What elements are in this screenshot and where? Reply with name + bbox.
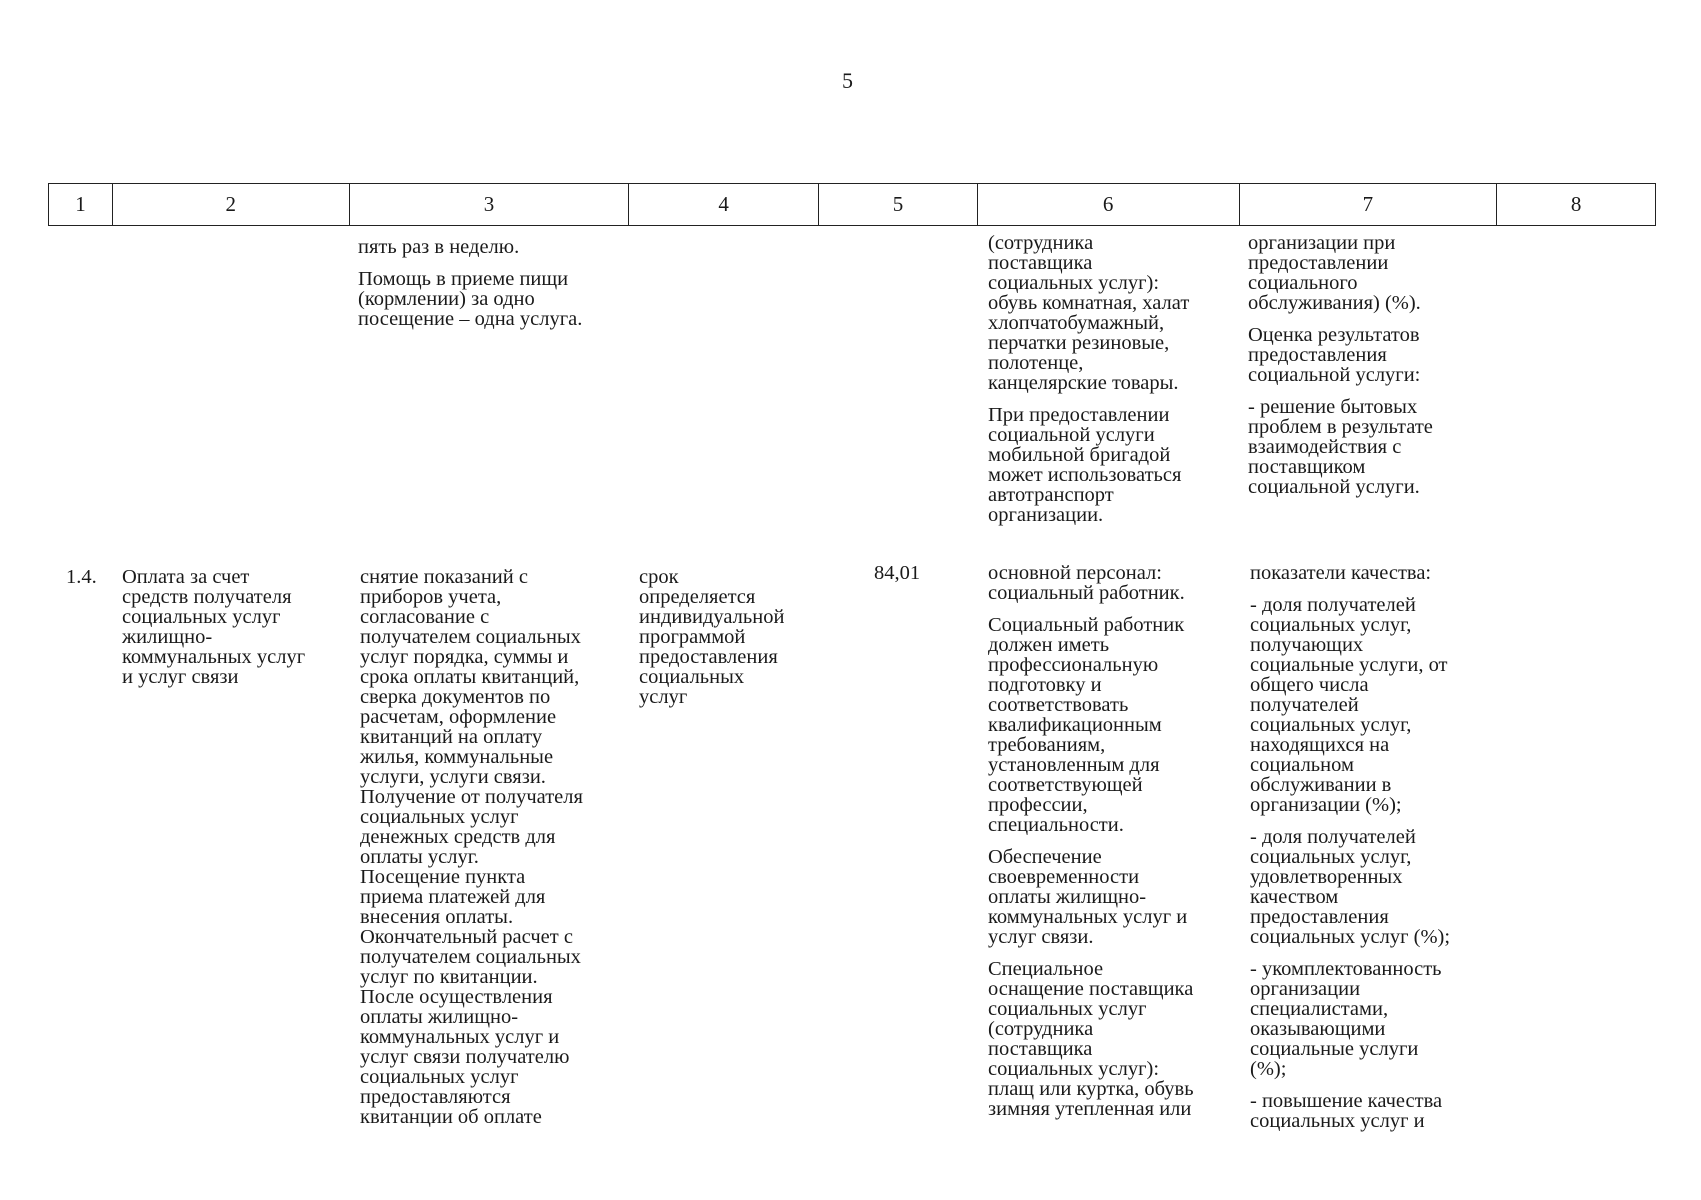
text-line: социальной услуги xyxy=(988,424,1155,446)
text-line: социальных услуг xyxy=(988,998,1147,1020)
cell-paragraph xyxy=(122,567,305,687)
text-line: требованиям, xyxy=(988,734,1106,756)
text-line: посещение – одна услуга. xyxy=(358,308,583,330)
text-line: социальных услуг xyxy=(360,806,519,828)
text-line: подготовку и xyxy=(988,674,1102,696)
row-1-4-service-name xyxy=(122,567,305,699)
text-line: предоставления xyxy=(639,646,778,668)
text-line: может использоваться xyxy=(988,464,1182,486)
text-line: социальных услуг (%); xyxy=(1250,926,1451,948)
text-line: перчатки резиновые, xyxy=(988,332,1170,354)
text-line: социальных услуг, xyxy=(1250,714,1412,736)
text-line: Оплата за счет xyxy=(122,566,250,588)
text-line: Посещение пункта xyxy=(360,866,526,888)
text-line: предоставлении xyxy=(1248,252,1389,274)
text-line: Получение от получателя xyxy=(360,786,583,808)
text-line: - доля получателей xyxy=(1250,826,1416,848)
text-line: срок xyxy=(639,566,679,588)
cell-paragraph xyxy=(1250,827,1450,947)
text-line: организации при xyxy=(1248,232,1396,254)
text-line: установленным для xyxy=(988,754,1160,776)
cell-paragraph xyxy=(988,959,1194,1119)
text-line: услуг порядка, суммы и xyxy=(360,646,569,668)
cell-paragraph xyxy=(1250,595,1450,815)
text-line: мобильной бригадой xyxy=(988,444,1171,466)
header-col-1: 1 xyxy=(49,184,113,225)
text-line: жилья, коммунальные xyxy=(360,746,554,768)
text-line: социальных услуг): xyxy=(988,1058,1160,1080)
text-line: социальных услуг xyxy=(360,1066,519,1088)
text-line: (кормлении) за одно xyxy=(358,288,535,310)
text-line: индивидуальной xyxy=(639,606,785,628)
text-line: предоставления xyxy=(1248,344,1387,366)
text-line: социальной услуги. xyxy=(1248,476,1420,498)
header-col-2: 2 xyxy=(113,184,350,225)
header-col-8: 8 xyxy=(1570,192,1582,216)
text-line: коммунальных услуг и xyxy=(988,906,1188,928)
text-line: предоставляются xyxy=(360,1086,511,1108)
text-line: организации (%); xyxy=(1250,794,1402,816)
text-line: оплаты жилищно- xyxy=(360,1006,519,1028)
text-line: Окончательный расчет с xyxy=(360,926,573,948)
text-line: профессии, xyxy=(988,794,1088,816)
text-line: соответствовать xyxy=(988,694,1129,716)
text-line: полотенце, xyxy=(988,352,1084,374)
text-line: автотранспорт xyxy=(988,484,1114,506)
text-line: обувь комнатная, халат xyxy=(988,292,1190,314)
cell-paragraph xyxy=(988,847,1194,947)
row-1-4-tariff xyxy=(874,563,920,595)
text-line: Оценка результатов xyxy=(1248,324,1420,346)
page-number: 5 xyxy=(842,68,853,93)
header-col-5: 5 xyxy=(819,184,978,225)
text-line: После осуществления xyxy=(360,986,553,1008)
text-line: взаимодействия с xyxy=(1248,436,1402,458)
text-line: 1.4. xyxy=(66,566,97,588)
text-line: социальных услуг, xyxy=(1250,614,1412,636)
text-line: социального xyxy=(1248,272,1358,294)
text-line: - решение бытовых xyxy=(1248,396,1418,418)
continued-col7 xyxy=(1248,233,1433,509)
text-line: (сотрудника xyxy=(988,232,1094,254)
text-line: плащ или куртка, обувь xyxy=(988,1078,1194,1100)
text-line: проблем в результате xyxy=(1248,416,1433,438)
text-line: срока оплаты квитанций, xyxy=(360,666,580,688)
text-line: услуг связи. xyxy=(988,926,1094,948)
text-line: оснащение поставщика xyxy=(988,978,1194,1000)
text-line: предоставления xyxy=(1250,906,1389,928)
text-line: Специальное xyxy=(988,958,1104,980)
text-line: социальный работник. xyxy=(988,582,1185,604)
text-line: услуг xyxy=(639,686,688,708)
text-line: поставщиком xyxy=(1248,456,1366,478)
text-line: получателем социальных xyxy=(360,946,581,968)
text-line: приборов учета, xyxy=(360,586,502,608)
cell-paragraph xyxy=(988,615,1194,835)
row-1-4-service-term xyxy=(639,567,784,719)
text-line: социальные услуги, от xyxy=(1250,654,1448,676)
text-line: специалистами, xyxy=(1250,998,1389,1020)
text-line: приема платежей для xyxy=(360,886,546,908)
header-col-7: 7 xyxy=(1240,184,1498,225)
text-line: - укомплектованность xyxy=(1250,958,1442,980)
cell-paragraph xyxy=(988,405,1189,525)
cell-paragraph xyxy=(66,567,97,587)
text-line: социальных xyxy=(639,666,745,688)
text-line: поставщика xyxy=(988,1038,1093,1060)
cell-paragraph xyxy=(1248,325,1433,385)
text-line: услуги, услуги связи. xyxy=(360,766,546,788)
text-line: организации xyxy=(1250,978,1361,1000)
text-line: снятие показаний с xyxy=(360,566,528,588)
text-line: - доля получателей xyxy=(1250,594,1416,616)
text-line: находящихся на xyxy=(1250,734,1390,756)
cell-paragraph xyxy=(1250,563,1450,583)
text-line: - повышение качества xyxy=(1250,1090,1443,1112)
cell-paragraph xyxy=(988,563,1194,603)
cell-paragraph xyxy=(1248,233,1433,313)
text-line: должен иметь xyxy=(988,634,1110,656)
text-line: канцелярские товары. xyxy=(988,372,1179,394)
text-line: социальном xyxy=(1250,754,1354,776)
text-line: специальности. xyxy=(988,814,1124,836)
cell-paragraph xyxy=(1250,1091,1450,1131)
text-line: оказывающими xyxy=(1250,1018,1386,1040)
row-1-4-number xyxy=(66,567,97,599)
text-line: обслуживания) (%). xyxy=(1248,292,1421,314)
text-line: оплаты жилищно- xyxy=(988,886,1147,908)
text-line: квитанции об оплате xyxy=(360,1106,542,1128)
continued-col3 xyxy=(358,237,582,341)
text-line: общего числа xyxy=(1250,674,1369,696)
text-line: квитанций на оплату xyxy=(360,726,543,748)
text-line: 84,01 xyxy=(874,562,921,584)
cell-paragraph xyxy=(1250,959,1450,1079)
text-line: хлопчатобумажный, xyxy=(988,312,1165,334)
text-line: программой xyxy=(639,626,746,648)
text-line: и услуг связи xyxy=(122,666,239,688)
text-line: социальных услуг): xyxy=(988,272,1160,294)
text-line: определяется xyxy=(639,586,756,608)
text-line: показатели качества: xyxy=(1250,562,1432,584)
text-line: социальных услуг и xyxy=(1250,1110,1425,1132)
text-line: жилищно- xyxy=(122,626,213,648)
text-line: средств получателя xyxy=(122,586,292,608)
text-line: Помощь в приеме пищи xyxy=(358,268,569,290)
table-header-row xyxy=(48,183,1656,226)
text-line: денежных средств для xyxy=(360,826,556,848)
text-line: зимняя утепленная или xyxy=(988,1098,1192,1120)
text-line: социальных услуг, xyxy=(1250,846,1412,868)
text-line: пять раз в неделю. xyxy=(358,236,520,258)
text-line: коммунальных услуг xyxy=(122,646,306,668)
row-1-4-conditions xyxy=(988,563,1194,1131)
row-1-4-service-description xyxy=(360,567,583,1139)
text-line: своевременности xyxy=(988,866,1140,888)
text-line: коммунальных услуг и xyxy=(360,1026,560,1048)
cell-paragraph xyxy=(358,269,582,329)
text-line: оплаты услуг. xyxy=(360,846,479,868)
cell-paragraph xyxy=(360,567,583,1127)
text-line: социальные услуги xyxy=(1250,1038,1419,1060)
text-line: основной персонал: xyxy=(988,562,1162,584)
text-line: поставщика xyxy=(988,252,1093,274)
continued-col6 xyxy=(988,233,1189,537)
header-col-3: 3 xyxy=(350,184,630,225)
text-line: услуг по квитанции. xyxy=(360,966,538,988)
text-line: получателей xyxy=(1250,694,1359,716)
text-line: организации. xyxy=(988,504,1104,526)
header-col-6: 6 xyxy=(978,184,1240,225)
cell-paragraph xyxy=(874,563,920,583)
cell-paragraph xyxy=(358,237,582,257)
text-line: качеством xyxy=(1250,886,1339,908)
text-line: При предоставлении xyxy=(988,404,1170,426)
row-1-4-quality-indicators xyxy=(1250,563,1450,1143)
text-line: Социальный работник xyxy=(988,614,1185,636)
text-line: социальной услуги: xyxy=(1248,364,1421,386)
text-line: расчетам, оформление xyxy=(360,706,557,728)
text-line: получателем социальных xyxy=(360,626,581,648)
text-line: Обеспечение xyxy=(988,846,1102,868)
cell-paragraph xyxy=(639,567,784,707)
text-line: внесения оплаты. xyxy=(360,906,514,928)
text-line: получающих xyxy=(1250,634,1364,656)
text-line: соответствующей xyxy=(988,774,1143,796)
text-line: согласование с xyxy=(360,606,490,628)
header-col-4: 4 xyxy=(629,184,819,225)
text-line: удовлетворенных xyxy=(1250,866,1403,888)
cell-paragraph xyxy=(1248,397,1433,497)
text-line: обслуживании в xyxy=(1250,774,1392,796)
text-line: квалификационным xyxy=(988,714,1162,736)
cell-paragraph xyxy=(988,233,1189,393)
text-line: социальных услуг xyxy=(122,606,281,628)
text-line: (%); xyxy=(1250,1058,1287,1080)
text-line: сверка документов по xyxy=(360,686,551,708)
text-line: услуг связи получателю xyxy=(360,1046,570,1068)
text-line: профессиональную xyxy=(988,654,1159,676)
text-line: (сотрудника xyxy=(988,1018,1094,1040)
